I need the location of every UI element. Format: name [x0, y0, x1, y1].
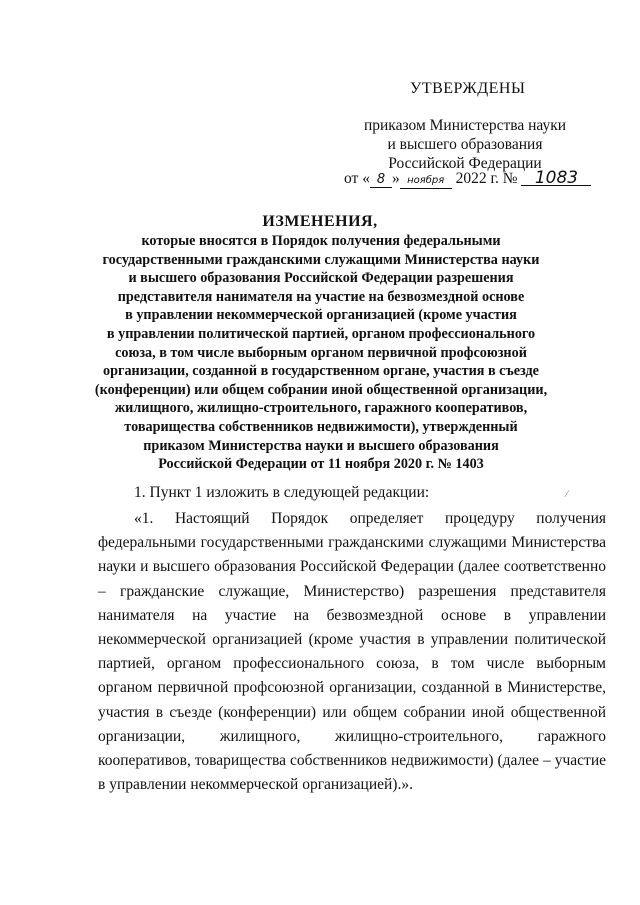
- subtitle-line: Российской Федерации от 11 ноября 2020 г. № 1403: [158, 456, 484, 473]
- date-prefix: от «: [344, 170, 370, 187]
- item-1-body-paragraph: «1. Настоящий Порядок определяет процедуру получения федеральными государственными гражданскими служащими Министерства науки и высшего образования Российской Федерации (далее соответственно – гражданские служащие, Министерство) разрешения представителя нанимателя на участие на безвозмездной основе в управлении некоммерческой организацией (кроме участия в управлении политической партией, органом профессионального союза, в том числе выборным органом первичной профсоюзной организации, созданной в Министерстве, участия в съезде (конференции) или общем собрании иной общественной организации, жилищного, жилищно-строительного, гаражного кооперативов, товарищества собственников недвижимости) (далее – участие в управлении некоммерческой организацией).».: [98, 510, 606, 794]
- subtitle-line: и высшего образования Российской Федерации разрешения: [128, 270, 514, 287]
- approval-order-block: [340, 116, 590, 173]
- subtitle-line: организации, созданной в государственном органе, участия в съезде: [103, 363, 539, 380]
- handwritten-day: 8: [370, 173, 392, 188]
- scan-mark: ⁄: [566, 489, 568, 499]
- subtitle-line: жилищного, жилищно-строительного, гаражного кооперативов,: [114, 400, 528, 417]
- subtitle-line: в управлении политической партией, органом профессионального: [106, 325, 536, 342]
- approval-order-line-2: и высшего образования: [387, 136, 543, 153]
- subtitle-line: приказом Министерства науки и высшего образования: [143, 437, 499, 454]
- item-1-heading: 1. Пункт 1 изложить в следующей редакции:: [134, 484, 430, 501]
- approved-stamp-heading: УТВЕРЖДЕНЫ: [410, 80, 526, 97]
- approval-order-line-1: приказом Министерства науки: [363, 117, 567, 134]
- subtitle-line: в управлении некоммерческой организацией (кроме участия: [125, 307, 517, 324]
- date-year: 2022 г. №: [455, 170, 518, 187]
- approval-order-line-3: Российской Федерации: [388, 155, 542, 172]
- handwritten-month: ноября: [400, 174, 452, 189]
- approval-date-line: [344, 170, 591, 189]
- subtitle-line: (конференции) или общем собрании иной общественной организации,: [94, 381, 548, 398]
- subtitle-line: представителя нанимателя на участие на безвозмездной основе: [117, 288, 525, 305]
- date-quote-close: »: [391, 170, 400, 187]
- document-title: ИЗМЕНЕНИЯ,: [262, 213, 378, 230]
- subtitle-line: которые вносятся в Порядок получения федеральными: [141, 233, 501, 249]
- subtitle-line: союза, в том числе выборным органом первичной профсоюзной: [115, 344, 527, 361]
- document-subtitle: [86, 232, 556, 474]
- subtitle-line: государственными гражданскими служащими Министерства науки: [102, 251, 540, 268]
- subtitle-line: товарищества собственников недвижимости), утвержденный: [124, 418, 518, 435]
- handwritten-order-number: 1083: [521, 171, 591, 186]
